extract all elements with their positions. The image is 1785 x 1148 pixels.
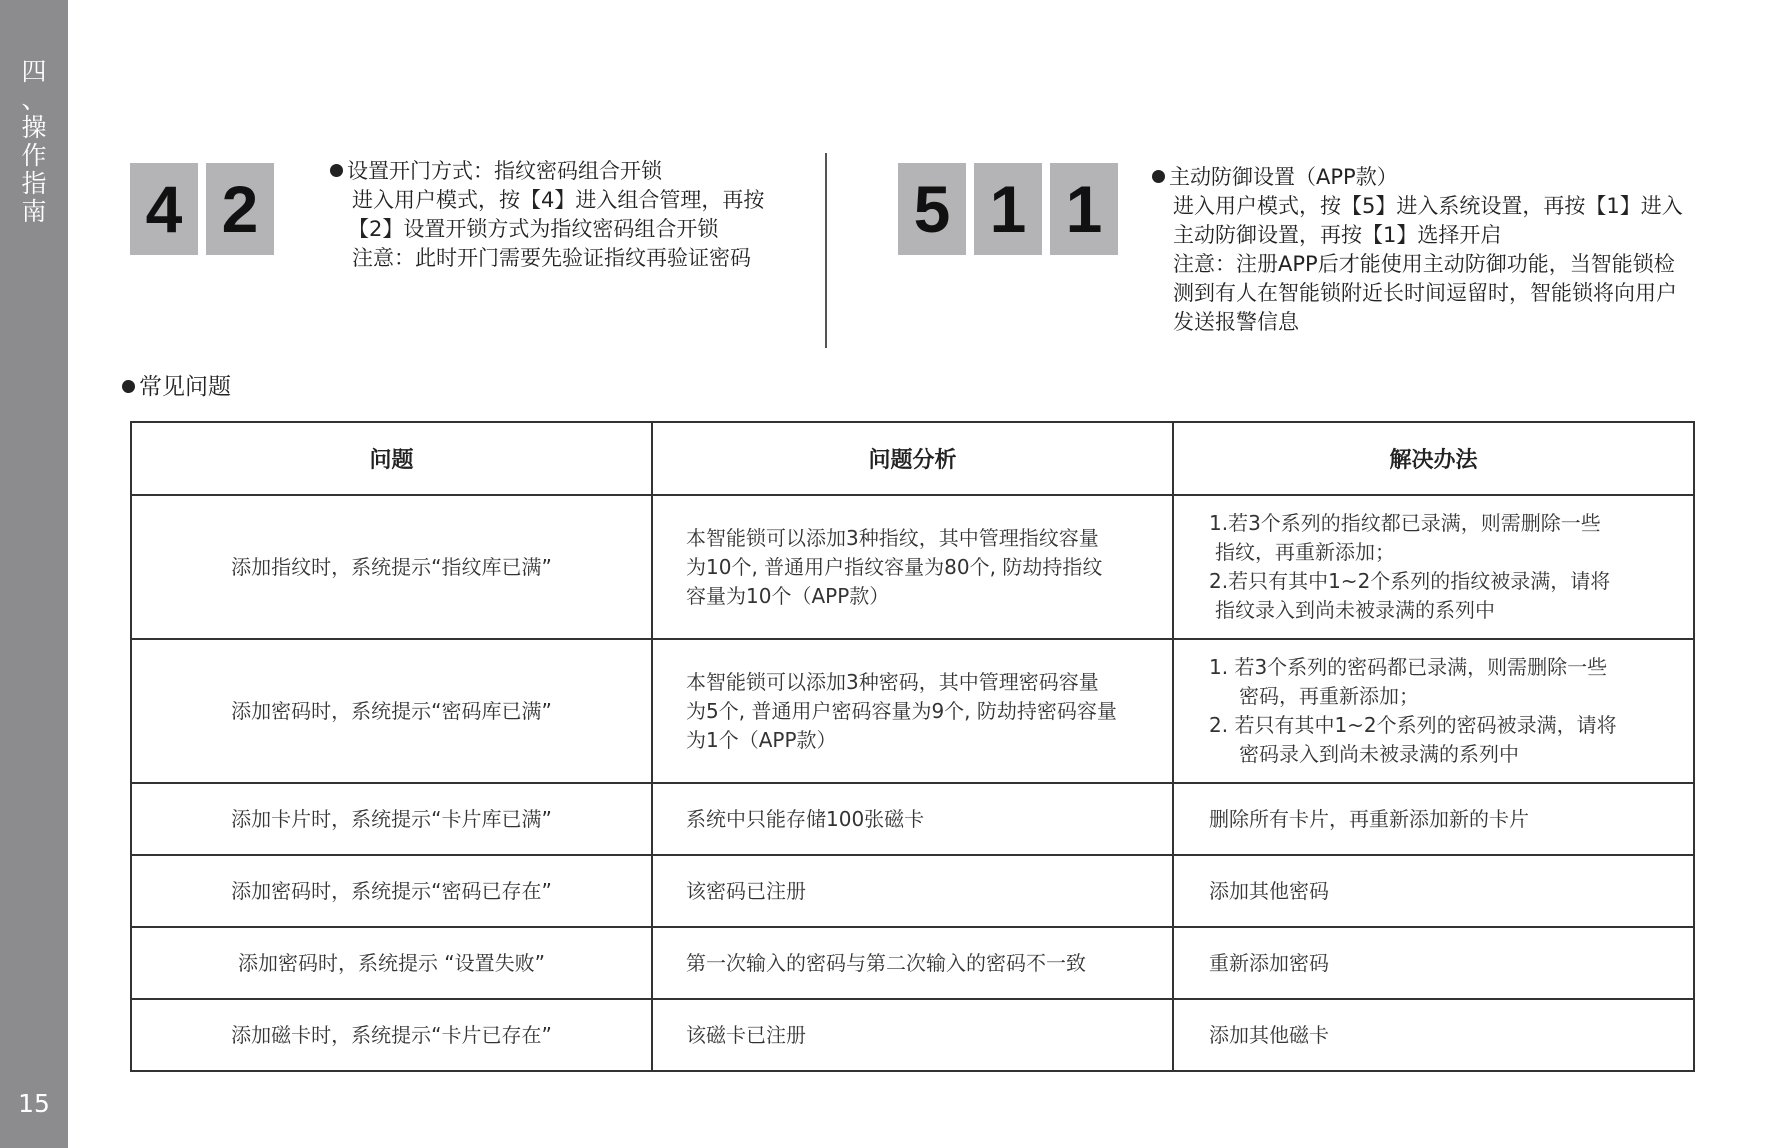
question-cell: 添加密码时，系统提示“密码已存在”	[131, 855, 652, 927]
question-cell: 添加指纹时，系统提示“指纹库已满”	[131, 495, 652, 639]
instruction-line: 主动防御设置，再按【1】选择开启	[1173, 223, 1502, 247]
vertical-divider	[825, 153, 827, 348]
question-cell: 添加卡片时，系统提示“卡片库已满”	[131, 783, 652, 855]
analysis-cell: 该密码已注册	[652, 855, 1173, 927]
digit-box: 4	[130, 163, 198, 255]
question-cell: 添加密码时，系统提示“密码库已满”	[131, 639, 652, 783]
instruction-line: 主动防御设置（APP款）	[1152, 163, 1683, 192]
instruction-line: 设置开门方式：指纹密码组合开锁	[330, 157, 764, 186]
table-row	[131, 927, 1694, 999]
question-cell: 添加磁卡时，系统提示“卡片已存在”	[131, 999, 652, 1071]
chapter-char: 南	[21, 197, 47, 226]
solution-cell: 1. 若3个系列的密码都已录满，则需删除一些 密码，再重新添加； 2. 若只有其中1~2个系列的密码被录满，请将 密码录入到尚未被录满的系列中	[1173, 639, 1694, 783]
analysis-cell: 系统中只能存储100张磁卡	[652, 783, 1173, 855]
instruction-line: 进入用户模式，按【5】进入系统设置，再按【1】进入	[1173, 194, 1683, 218]
chapter-char: 作	[21, 141, 47, 170]
digit-box: 1	[1050, 163, 1118, 255]
instruction-line: 【2】设置开锁方式为指纹密码组合开锁	[348, 217, 719, 241]
chapter-char: 四	[21, 57, 47, 86]
question-cell: 添加密码时，系统提示 “设置失败”	[131, 927, 652, 999]
table-header-row	[131, 422, 1694, 495]
column-header-solution: 解决办法	[1173, 422, 1694, 495]
instruction-line: 进入用户模式，按【4】进入组合管理，再按	[352, 188, 765, 212]
instruction-line: 注意：此时开门需要先验证指纹再验证密码	[352, 246, 751, 270]
page-number: 15	[18, 1089, 50, 1118]
digit-box: 5	[898, 163, 966, 255]
bullet-icon	[122, 380, 135, 393]
bullet-icon	[1152, 170, 1165, 183]
table-row	[131, 783, 1694, 855]
instruction-line: 注意：注册APP后才能使用主动防御功能，当智能锁检	[1173, 252, 1675, 276]
table-row	[131, 639, 1694, 783]
solution-cell: 添加其他磁卡	[1173, 999, 1694, 1071]
solution-cell: 重新添加密码	[1173, 927, 1694, 999]
chapter-char: 指	[21, 169, 47, 198]
analysis-cell: 该磁卡已注册	[652, 999, 1173, 1071]
digit-box: 1	[974, 163, 1042, 255]
solution-cell: 1.若3个系列的指纹都已录满，则需删除一些 指纹，再重新添加； 2.若只有其中1~2个系列的指纹被录满，请将 指纹录入到尚未被录满的系列中	[1173, 495, 1694, 639]
table-row	[131, 999, 1694, 1071]
analysis-cell: 第一次输入的密码与第二次输入的密码不一致	[652, 927, 1173, 999]
bullet-icon	[330, 164, 343, 177]
column-header-analysis: 问题分析	[652, 422, 1173, 495]
instruction-line: 测到有人在智能锁附近长时间逗留时，智能锁将向用户	[1173, 281, 1677, 305]
instruction-line: 发送报警信息	[1173, 310, 1299, 334]
solution-cell: 删除所有卡片，再重新添加新的卡片	[1173, 783, 1694, 855]
digit-box: 2	[206, 163, 274, 255]
faq-table	[130, 421, 1695, 1072]
chapter-sidebar	[0, 0, 68, 1148]
table-row	[131, 495, 1694, 639]
faq-heading: 常见问题	[122, 368, 231, 401]
solution-cell: 添加其他密码	[1173, 855, 1694, 927]
section-42-instructions	[330, 157, 764, 273]
analysis-cell: 本智能锁可以添加3种指纹，其中管理指纹容量 为10个, 普通用户指纹容量为80个, 防劫持指纹 容量为10个（APP款）	[652, 495, 1173, 639]
table-row	[131, 855, 1694, 927]
section-511-instructions	[1152, 163, 1683, 337]
chapter-char: 操	[21, 113, 47, 142]
analysis-cell: 本智能锁可以添加3种密码，其中管理密码容量 为5个, 普通用户密码容量为9个, 防劫持密码容量 为1个（APP款）	[652, 639, 1173, 783]
chapter-title	[0, 58, 68, 226]
column-header-question: 问题	[131, 422, 652, 495]
chapter-char: 、	[21, 85, 47, 114]
